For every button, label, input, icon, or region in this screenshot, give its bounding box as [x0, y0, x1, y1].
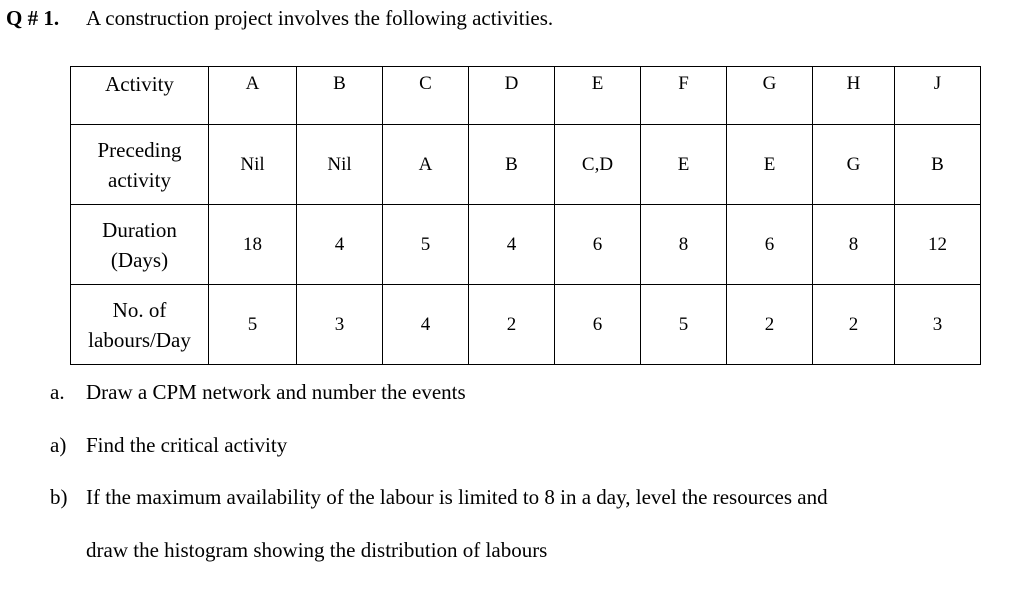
- duration-cell: 8: [641, 205, 727, 285]
- question-number: Q # 1.: [6, 6, 60, 30]
- labour-cell: 2: [727, 285, 813, 365]
- preceding-cell: E: [727, 125, 813, 205]
- preceding-cell: B: [469, 125, 555, 205]
- task-marker: a): [50, 433, 67, 457]
- activity-cell: E: [555, 67, 641, 125]
- labour-row: [71, 285, 981, 365]
- duration-cell: 18: [209, 205, 297, 285]
- task-text: draw the histogram showing the distribution of labours: [86, 538, 548, 562]
- duration-cell: 12: [895, 205, 981, 285]
- duration-cell: 6: [727, 205, 813, 285]
- row-header-labour: No. of labours/Day: [71, 285, 209, 365]
- task-critical-activity: [50, 433, 287, 458]
- labour-cell: 2: [469, 285, 555, 365]
- row-header-activity: Activity: [71, 67, 209, 125]
- duration-cell: 5: [383, 205, 469, 285]
- activity-cell: G: [727, 67, 813, 125]
- duration-row: [71, 205, 981, 285]
- task-marker: a.: [50, 380, 65, 404]
- duration-cell: 6: [555, 205, 641, 285]
- labour-cell: 6: [555, 285, 641, 365]
- row-header-preceding: Preceding activity: [71, 125, 209, 205]
- question-heading: [6, 6, 553, 31]
- activity-cell: D: [469, 67, 555, 125]
- task-marker: b): [50, 485, 68, 509]
- activity-cell: H: [813, 67, 895, 125]
- preceding-cell: A: [383, 125, 469, 205]
- preceding-row: [71, 125, 981, 205]
- question-text: A construction project involves the following activities.: [86, 6, 554, 30]
- task-text: Draw a CPM network and number the events: [86, 380, 466, 404]
- labour-cell: 3: [895, 285, 981, 365]
- preceding-cell: B: [895, 125, 981, 205]
- activity-cell: B: [297, 67, 383, 125]
- activity-row: [71, 67, 981, 125]
- task-text: If the maximum availability of the labour is limited to 8 in a day, level the resources and: [86, 485, 828, 509]
- preceding-cell: Nil: [297, 125, 383, 205]
- duration-cell: 4: [469, 205, 555, 285]
- row-header-duration: Duration (Days): [71, 205, 209, 285]
- labour-cell: 5: [641, 285, 727, 365]
- preceding-cell: E: [641, 125, 727, 205]
- labour-cell: 5: [209, 285, 297, 365]
- duration-cell: 8: [813, 205, 895, 285]
- activity-cell: J: [895, 67, 981, 125]
- preceding-cell: Nil: [209, 125, 297, 205]
- task-level-resources: [50, 485, 828, 510]
- labour-cell: 2: [813, 285, 895, 365]
- activities-table: [70, 66, 981, 365]
- preceding-cell: G: [813, 125, 895, 205]
- task-histogram: [50, 538, 547, 563]
- duration-cell: 4: [297, 205, 383, 285]
- preceding-cell: C,D: [555, 125, 641, 205]
- labour-cell: 4: [383, 285, 469, 365]
- task-text: Find the critical activity: [86, 433, 288, 457]
- activity-cell: A: [209, 67, 297, 125]
- task-draw-network: [50, 380, 466, 405]
- activity-cell: F: [641, 67, 727, 125]
- labour-cell: 3: [297, 285, 383, 365]
- activity-cell: C: [383, 67, 469, 125]
